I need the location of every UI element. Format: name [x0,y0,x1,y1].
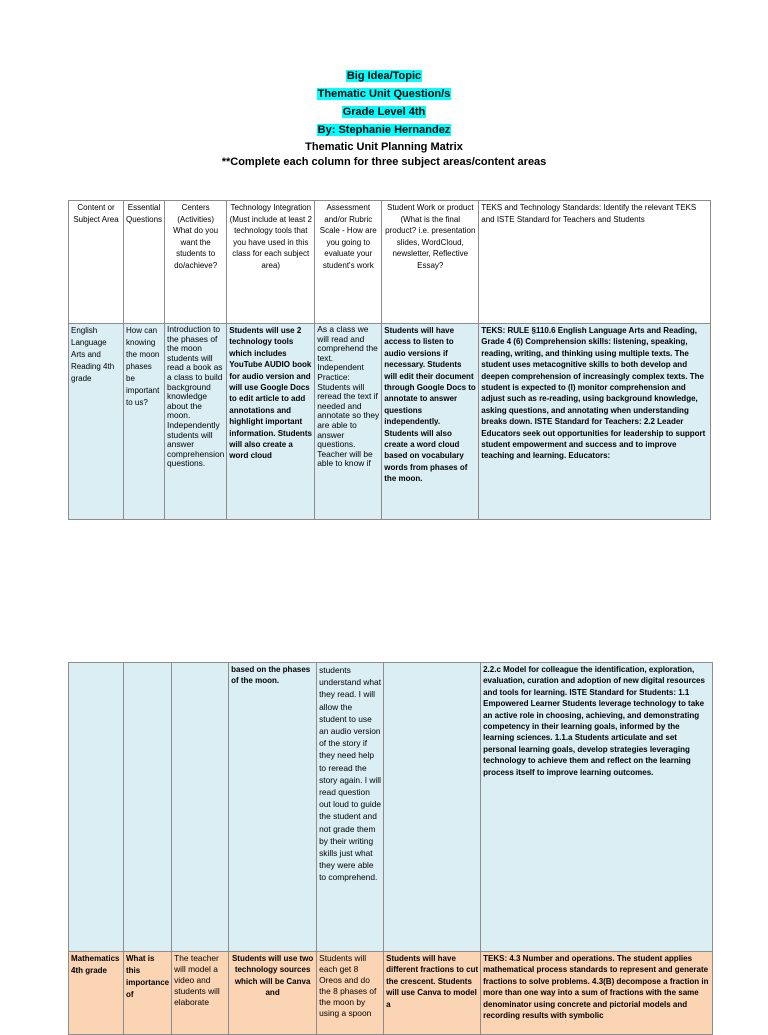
header-row [69,201,711,324]
col-header-assessment: Assessment and/or Rubric Scale - How are you going to evaluate your student's work [315,201,382,324]
ela-student-work-cell: Students will have access to listen to audio versions if necessary. Students will edit their document through Google Docs to annotate to answer questions independently. Students will also create a word cloud based on vocabulary words from phases of the moon. [382,324,479,520]
ela-cont-teks-cell: 2.2.c Model for colleague the identification, exploration, evaluation, curation and adoption of new digital resources and tools for learning. ISTE Standard for Students: 1.1 Empowered Learner Students leverage technology to take an active role in choosing, achieving, and demonstrating competency in their learning goals, informed by the learning sciences. 1.1.a Students articulate and set personal learning goals, develop strategies leveraging technology to achieve them and reflect on the learning process itself to improve learning outcomes. [481,663,713,952]
math-technology-cell: Students will use two technology sources which will be Canva and [229,952,317,1035]
table-row [69,952,713,1035]
math-student-work-cell: Students will have different fractions to cut the crescent. Students will use Canva to model a [384,952,481,1035]
planning-matrix-table-continued [68,662,713,1035]
planning-matrix-table [68,200,711,520]
ela-teks-cell: TEKS: RULE §110.6 English Language Arts and Reading, Grade 4 (6) Comprehension skills: listening, speaking, reading, writing, and thinking using multiple texts. The student uses metacognitive skills to both develop and deepen comprehension of increasingly complex texts. The student is expected to (I) monitor comprehension and adjust such as re-reading, using background knowledge, asking questions, and annotating when understanding breaks down. ISTE Standard for Teachers: 2.2 Leader Educators seek out opportunities for leadership to support student empowerment and success and to improve teaching and learning. Educators: [479,324,711,520]
ela-cont-student-work-cell [384,663,481,952]
col-header-technology: Technology Integration (Must include at least 2 technology tools that you have used in this class for each subject area) [227,201,315,324]
table-row [69,663,713,952]
instruction-text: **Complete each column for three subject areas/content areas [221,156,547,168]
col-header-centers: Centers (Activities) What do you want the students to do/achieve? [165,201,227,324]
col-header-content: Content or Subject Area [69,201,124,324]
math-content-cell: Mathematics 4th grade [69,952,124,1035]
ela-cont-assessment-cell: students understand what they read. I will allow the student to use an audio version of the story if they need help to reread the story again. I will read question out loud to guide the student and not grade them by their writing skills just what they were able to comprehend. [317,663,384,952]
col-header-essential: Essential Questions [124,201,165,324]
document-header [0,68,768,170]
thematic-question-title: Thematic Unit Question/s [317,88,451,100]
math-assessment-cell: Students will each get 8 Oreos and do the 8 phases of the moon by using a spoon [317,952,384,1035]
author-title: By: Stephanie Hernandez [317,124,451,136]
math-teks-cell: TEKS: 4.3 Number and operations. The student applies mathematical process standards to represent and generate fractions to solve problems. 4.3(B) decompose a fraction in more than one way into a sum of fractions with the same denominator using concrete and pictorial models and recording results with symbolic [481,952,713,1035]
grade-level-title: Grade Level 4th [342,106,426,118]
col-header-student-work: Student Work or product (What is the final product? i.e. presentation slides, WordCloud, newsletter, Reflective Essay? [382,201,479,324]
ela-cont-technology-cell: based on the phases of the moon. [229,663,317,952]
col-header-teks: TEKS and Technology Standards: Identify the relevant TEKS and ISTE Standard for Teachers and Students [479,201,711,324]
ela-cont-content-cell [69,663,124,952]
ela-cont-essential-cell [124,663,172,952]
ela-technology-cell: Students will use 2 technology tools which includes YouTube AUDIO book for audio version and will use Google Docs to edit article to add annotations and highlight important information. Students will also create a word cloud [227,324,315,520]
math-essential-cell: What is this importance of [124,952,172,1035]
table-row [69,324,711,520]
ela-cont-centers-cell [172,663,229,952]
matrix-title: Thematic Unit Planning Matrix [305,141,463,153]
math-centers-cell: The teacher will model a video and students will elaborate [172,952,229,1035]
ela-centers-cell: Introduction to the phases of the moon students will read a book as a class to build background knowledge about the moon. Independently students will answer comprehension questions. [165,324,227,520]
big-idea-title: Big Idea/Topic [346,70,422,82]
ela-essential-cell: How can knowing the moon phases be important to us? [124,324,165,520]
ela-content-cell: English Language Arts and Reading 4th grade [69,324,124,520]
ela-assessment-cell: As a class we will read and comprehend the text. Independent Practice: Students will reread the text if needed and annotate so they are able to answer questions. Teacher will be able to know if [315,324,382,520]
